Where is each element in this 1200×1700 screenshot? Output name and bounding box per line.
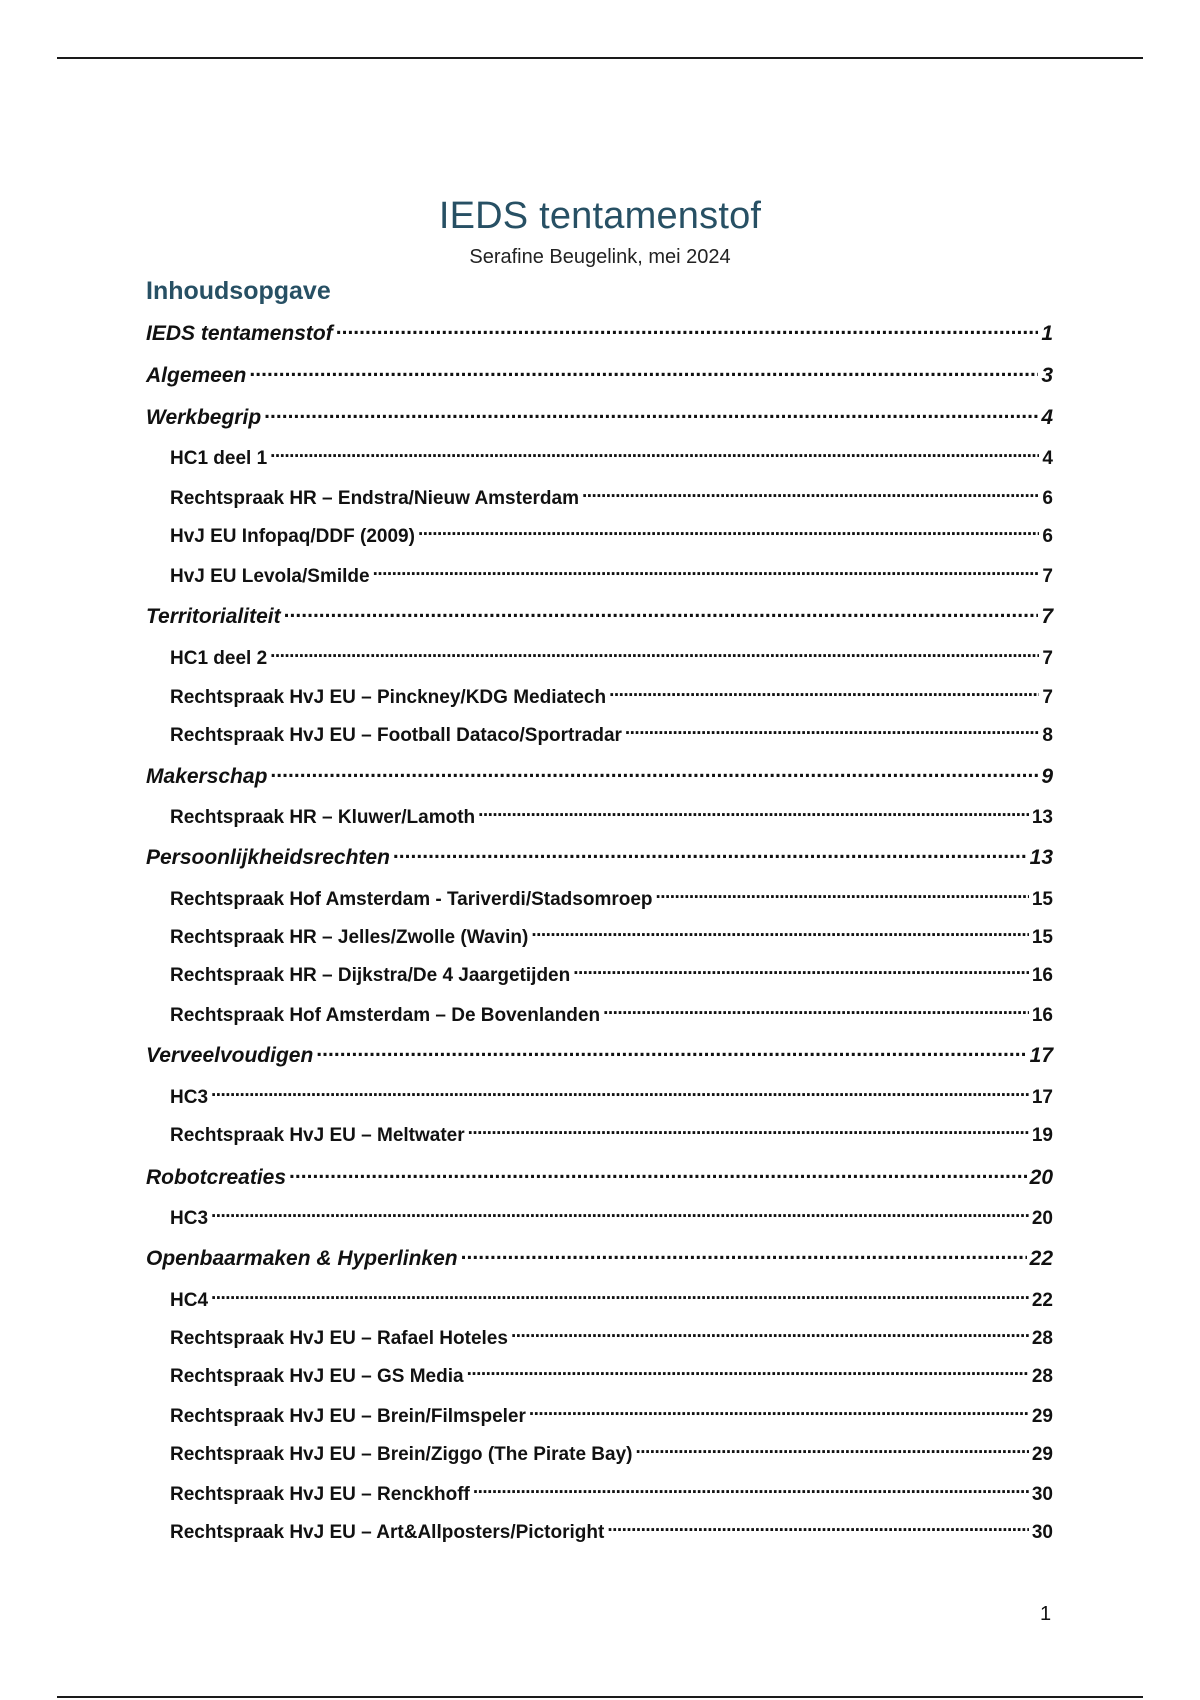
toc-entry-page: 4: [1041, 406, 1053, 429]
toc-entry-page: 7: [1042, 648, 1053, 669]
toc-entry-page: 9: [1041, 765, 1053, 788]
toc-entry[interactable]: [146, 762, 1053, 789]
toc-leader-dots: [467, 1363, 1029, 1382]
toc-entry-page: 6: [1042, 526, 1053, 547]
toc-entry-page: 17: [1029, 1044, 1053, 1067]
toc-entry-page: 1: [1041, 322, 1053, 345]
toc-entry-label: Verveelvoudigen: [146, 1044, 314, 1067]
toc-entry-page: 16: [1031, 965, 1053, 986]
toc-entry-label: Rechtspraak HR – Jelles/Zwolle (Wavin): [170, 927, 529, 948]
toc-leader-dots: [264, 403, 1038, 424]
toc-entry[interactable]: [146, 523, 1053, 549]
toc-entry-label: Makerschap: [146, 765, 268, 788]
toc-leader-dots: [289, 1163, 1027, 1184]
toc-entry-page: 16: [1031, 1005, 1053, 1026]
toc-entry[interactable]: [146, 1325, 1053, 1351]
toc-entry-page: 13: [1031, 807, 1053, 828]
toc-entry[interactable]: [146, 645, 1053, 671]
toc-entry-label: Rechtspraak HvJ EU – Rafael Hoteles: [170, 1328, 508, 1349]
top-rule: [57, 57, 1143, 59]
toc-entry[interactable]: [146, 1084, 1053, 1110]
toc-leader-dots: [573, 962, 1029, 981]
toc-leader-dots: [609, 684, 1039, 703]
toc-leader-dots: [270, 762, 1038, 783]
toc-entry-label: Rechtspraak HvJ EU – Meltwater: [170, 1125, 465, 1146]
toc-leader-dots: [531, 924, 1029, 943]
toc-leader-dots: [211, 1084, 1029, 1103]
toc-entry[interactable]: [146, 563, 1053, 589]
toc-entry[interactable]: [146, 1163, 1053, 1190]
toc-entry-label: HC1 deel 2: [170, 648, 268, 669]
toc-leader-dots: [418, 523, 1039, 542]
toc-entry[interactable]: [146, 1481, 1053, 1507]
toc-entry[interactable]: [146, 924, 1053, 950]
toc-entry[interactable]: [146, 1519, 1053, 1545]
toc-entry[interactable]: [146, 886, 1053, 912]
toc-entry[interactable]: [146, 1287, 1053, 1313]
toc-entry-page: 8: [1042, 725, 1053, 746]
toc-entry[interactable]: [146, 843, 1053, 870]
toc-entry[interactable]: [146, 602, 1053, 629]
toc-leader-dots: [607, 1519, 1029, 1538]
toc-entry-page: 28: [1031, 1366, 1053, 1387]
toc-entry-page: 7: [1041, 605, 1053, 628]
toc-leader-dots: [211, 1205, 1029, 1224]
toc-leader-dots: [284, 602, 1039, 623]
toc-leader-dots: [511, 1325, 1029, 1344]
toc-leader-dots: [603, 1002, 1029, 1021]
toc-entry-label: Rechtspraak HvJ EU – Renckhoff: [170, 1484, 470, 1505]
toc-entry-page: 22: [1029, 1247, 1053, 1270]
toc-entry-label: Rechtspraak Hof Amsterdam - Tariverdi/Stadsomroep: [170, 889, 653, 910]
toc-leader-dots: [468, 1122, 1029, 1141]
toc-entry-label: Robotcreaties: [146, 1166, 287, 1189]
toc-entry-page: 7: [1042, 566, 1053, 587]
toc-leader-dots: [373, 563, 1040, 582]
toc-leader-dots: [656, 886, 1029, 905]
toc-leader-dots: [478, 804, 1029, 823]
toc-entry-label: Rechtspraak Hof Amsterdam – De Bovenlanden: [170, 1005, 601, 1026]
toc-entry-label: Rechtspraak HR – Endstra/Nieuw Amsterdam: [170, 488, 579, 509]
toc-entry-page: 13: [1029, 846, 1053, 869]
toc-entry-page: 22: [1031, 1290, 1053, 1311]
toc-leader-dots: [316, 1041, 1026, 1062]
toc-entry-page: 29: [1031, 1444, 1053, 1465]
toc-entry-page: 15: [1031, 927, 1053, 948]
toc-leader-dots: [211, 1287, 1029, 1306]
toc-leader-dots: [582, 485, 1039, 504]
toc-entry-label: HC3: [170, 1087, 209, 1108]
toc-entry-label: Rechtspraak HvJ EU – Art&Allposters/Pictoright: [170, 1522, 605, 1543]
toc-entry-label: Rechtspraak HR – Kluwer/Lamoth: [170, 807, 476, 828]
toc-entry-label: Rechtspraak HvJ EU – Pinckney/KDG Mediatech: [170, 687, 607, 708]
toc-entry-label: Rechtspraak HvJ EU – Football Dataco/Sportradar: [170, 725, 622, 746]
toc-entry-label: Territorialiteit: [146, 605, 281, 628]
toc-entry[interactable]: [146, 1041, 1053, 1068]
toc-entry[interactable]: [146, 804, 1053, 830]
toc-leader-dots: [635, 1441, 1028, 1460]
toc-entry-label: Persoonlijkheidsrechten: [146, 846, 390, 869]
toc-entry[interactable]: [146, 485, 1053, 511]
toc-entry-page: 20: [1031, 1208, 1053, 1229]
toc-entry-label: Openbaarmaken & Hyperlinken: [146, 1247, 458, 1270]
toc-entry-page: 20: [1029, 1166, 1053, 1189]
toc-entry[interactable]: [146, 445, 1053, 471]
toc-entry-label: Werkbegrip: [146, 406, 262, 429]
toc-entry-label: HC4: [170, 1290, 209, 1311]
toc-entry-label: Rechtspraak HvJ EU – Brein/Filmspeler: [170, 1406, 526, 1427]
bottom-rule: [57, 1696, 1143, 1698]
toc-leader-dots: [270, 645, 1039, 664]
toc-entry[interactable]: [146, 1244, 1053, 1271]
toc-entry-page: 15: [1031, 889, 1053, 910]
toc-entry[interactable]: [146, 962, 1053, 988]
toc-leader-dots: [336, 319, 1039, 340]
toc-entry-label: Algemeen: [146, 364, 247, 387]
toc-entry-label: Rechtspraak HvJ EU – GS Media: [170, 1366, 464, 1387]
page-number: 1: [1040, 1603, 1052, 1625]
toc-entry-label: HC1 deel 1: [170, 448, 268, 469]
toc-entry-page: 19: [1031, 1125, 1053, 1146]
toc-entry-label: HvJ EU Infopaq/DDF (2009): [170, 526, 415, 547]
toc-leader-dots: [473, 1481, 1029, 1500]
toc-entry[interactable]: [146, 684, 1053, 710]
document-subtitle: Serafine Beugelink, mei 2024: [469, 246, 731, 268]
toc-entry-page: 4: [1042, 448, 1053, 469]
toc-entry[interactable]: [146, 1205, 1053, 1231]
toc-leader-dots: [461, 1244, 1027, 1265]
toc-entry-label: HC3: [170, 1208, 209, 1229]
toc-entry-label: Rechtspraak HR – Dijkstra/De 4 Jaargetijden: [170, 965, 571, 986]
toc-entry[interactable]: [146, 1403, 1053, 1429]
toc-leader-dots: [249, 361, 1038, 382]
toc-leader-dots: [529, 1403, 1029, 1422]
toc-entry-page: 29: [1031, 1406, 1053, 1427]
toc-entry-page: 28: [1031, 1328, 1053, 1349]
toc-entry-page: 7: [1042, 687, 1053, 708]
document-title: IEDS tentamenstof: [438, 195, 762, 237]
toc-entry-label: Rechtspraak HvJ EU – Brein/Ziggo (The Pirate Bay): [170, 1444, 633, 1465]
toc-leader-dots: [393, 843, 1027, 864]
toc-entry[interactable]: [146, 319, 1053, 346]
toc-entry[interactable]: [146, 403, 1053, 430]
toc-entry-page: 17: [1031, 1087, 1053, 1108]
toc-entry-page: 30: [1031, 1484, 1053, 1505]
toc-leader-dots: [270, 445, 1039, 464]
toc-heading: Inhoudsopgave: [146, 277, 331, 305]
toc-entry[interactable]: [146, 1122, 1053, 1148]
toc-entry[interactable]: [146, 1002, 1053, 1028]
toc-entry[interactable]: [146, 722, 1053, 748]
toc-entry-page: 30: [1031, 1522, 1053, 1543]
toc-entry[interactable]: [146, 1363, 1053, 1389]
toc-entry-label: IEDS tentamenstof: [146, 322, 333, 345]
toc-entry[interactable]: [146, 361, 1053, 388]
toc-entry[interactable]: [146, 1441, 1053, 1467]
toc-entry-label: HvJ EU Levola/Smilde: [170, 566, 370, 587]
toc-entry-page: 6: [1042, 488, 1053, 509]
toc-leader-dots: [625, 722, 1040, 741]
toc-entry-page: 3: [1041, 364, 1053, 387]
